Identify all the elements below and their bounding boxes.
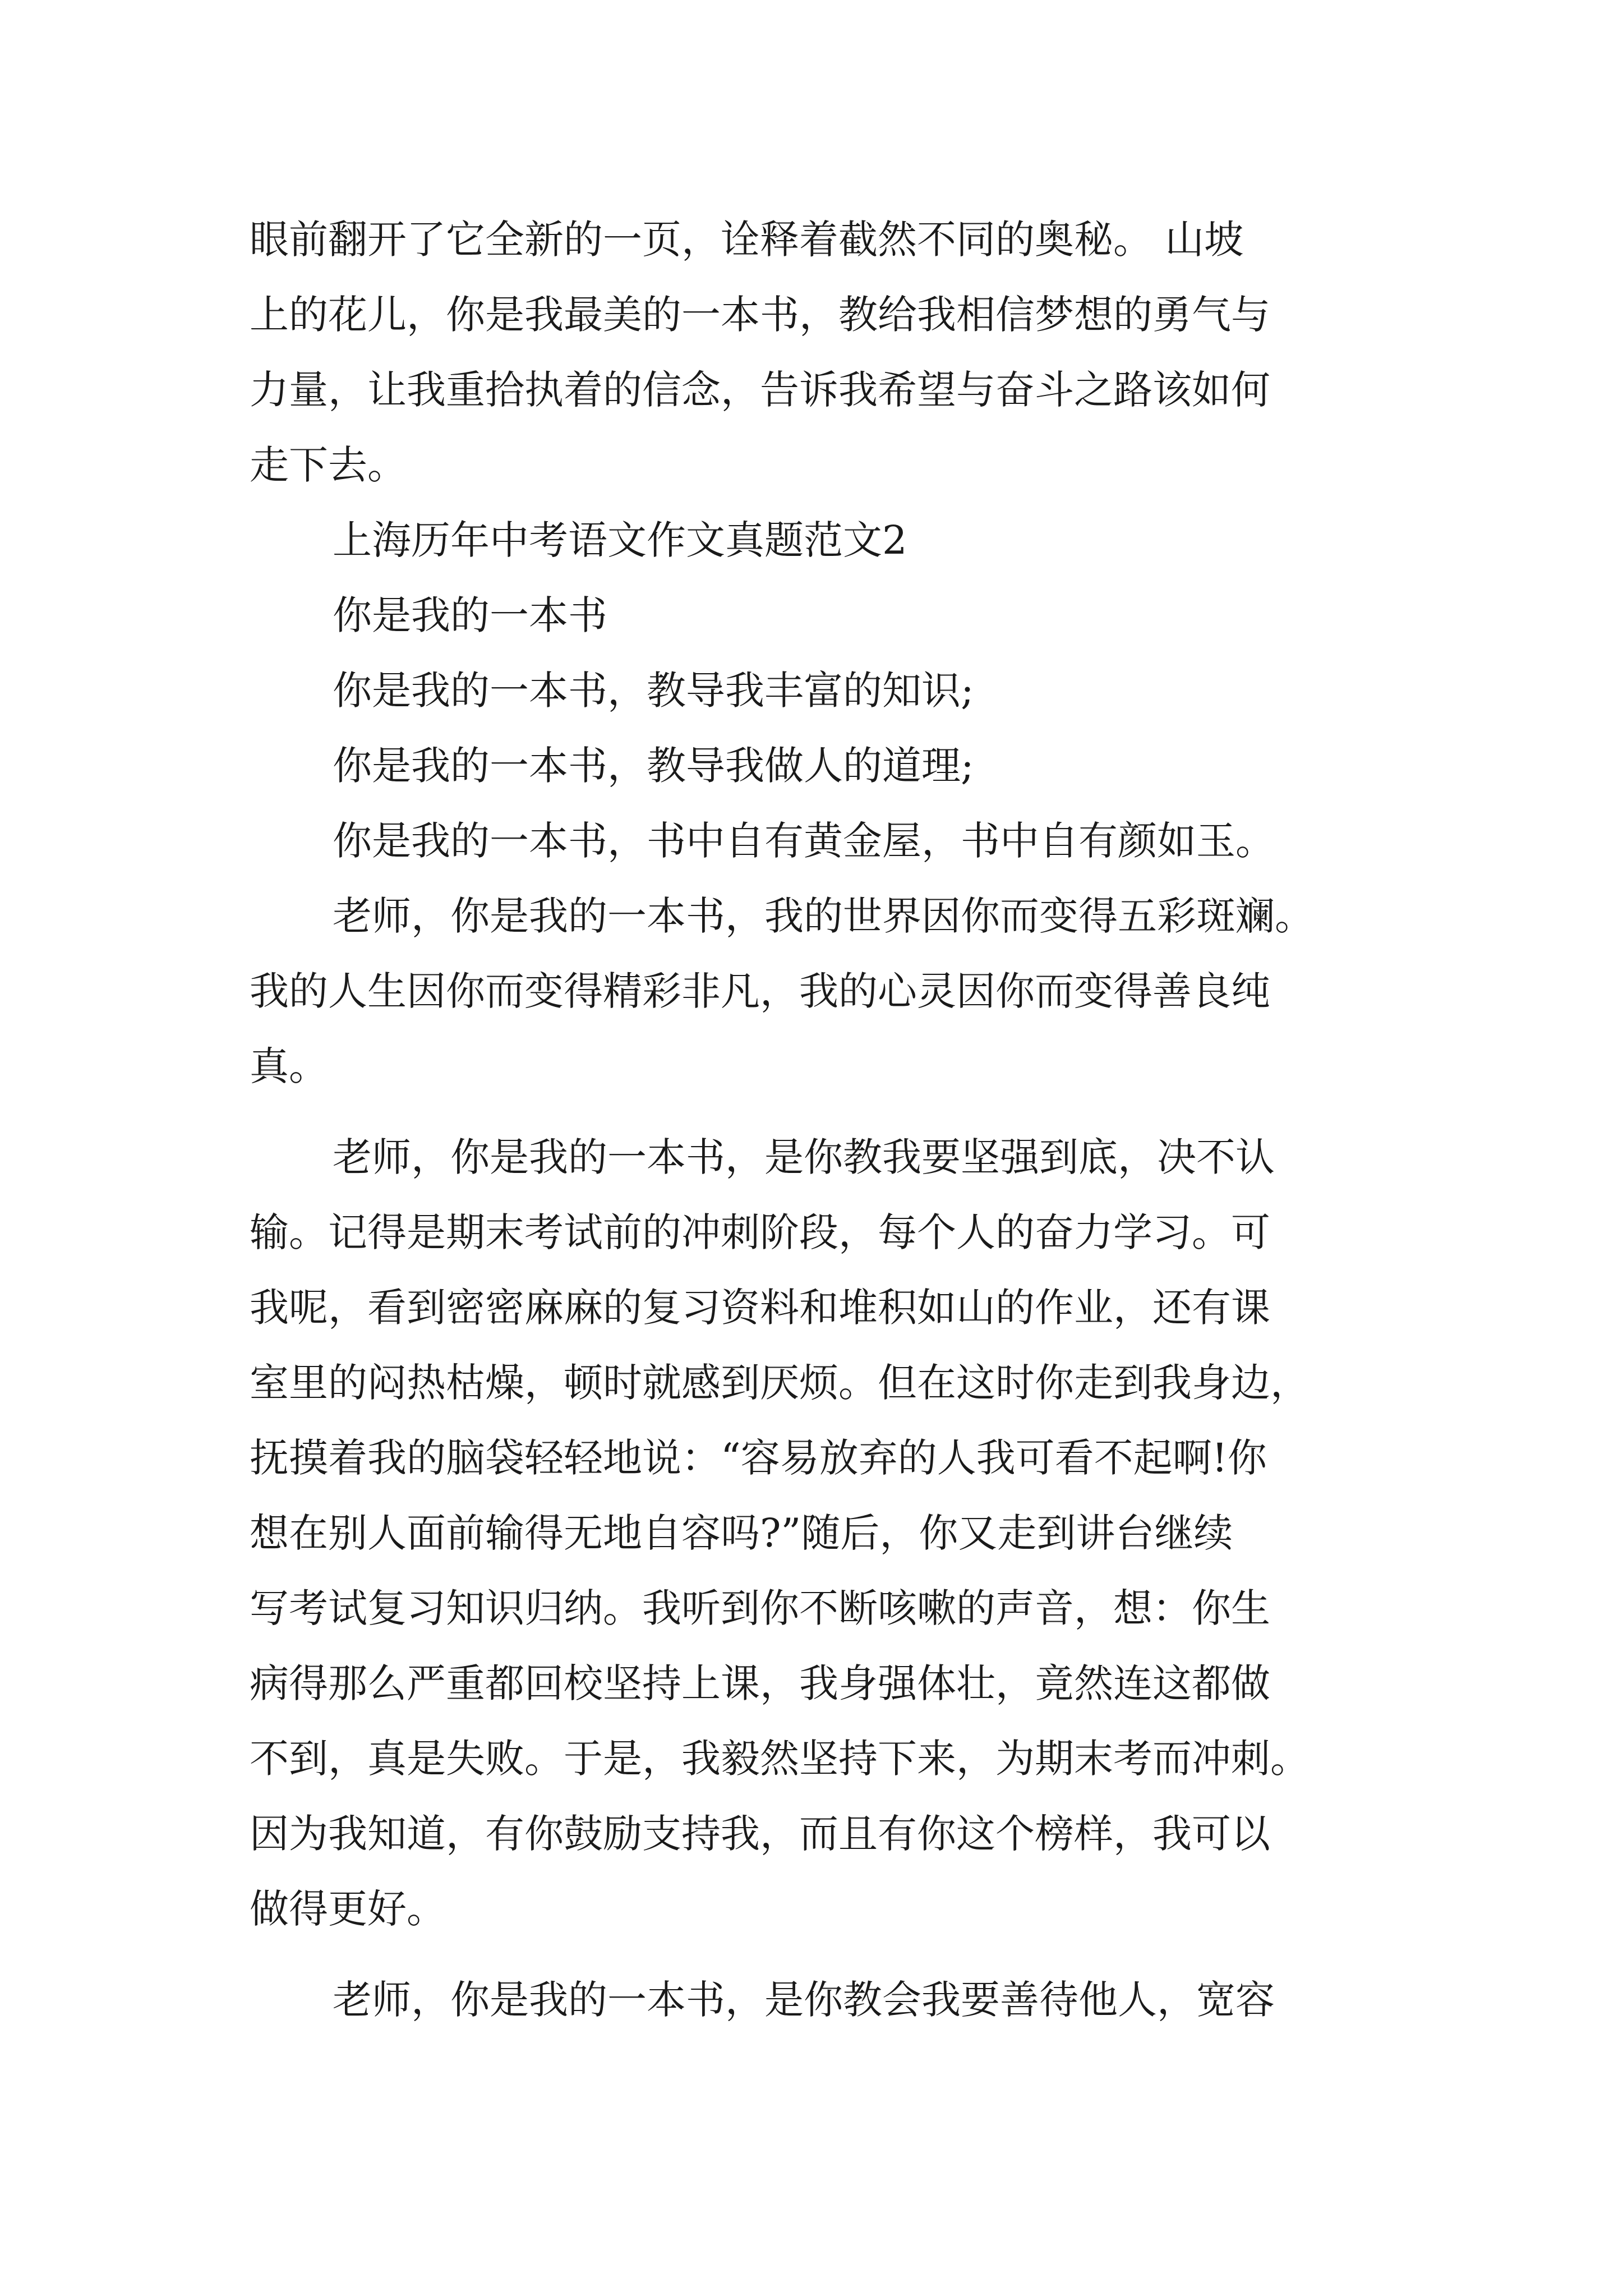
paragraph-gap [250, 1104, 1377, 1120]
paragraph-line: 老师，你是我的一本书，我的世界因你而变得五彩斑斓。 [333, 893, 1314, 939]
paragraph-line: 不到，真是失败。于是，我毅然坚持下来，为期末考而冲刺。 [250, 1736, 1310, 1782]
paragraph-line: 眼前翻开了它全新的一页，诠释着截然不同的奥秘。 山坡 [250, 217, 1244, 263]
paragraph-line: 上的花儿，你是我最美的一本书，教给我相信梦想的勇气与 [250, 292, 1270, 338]
paragraph-line: 病得那么严重都回校坚持上课，我身强体壮，竟然连这都做 [250, 1660, 1270, 1706]
paragraph-line: 因为我知道，有你鼓励支持我，而且有你这个榜样，我可以 [250, 1811, 1270, 1857]
paragraph-line: 我呢，看到密密麻麻的复习资料和堆积如山的作业，还有课 [250, 1285, 1270, 1331]
paragraph-line: 抚摸着我的脑袋轻轻地说：“容易放弃的人我可看不起啊!你 [250, 1435, 1267, 1481]
paragraph-line: 输。记得是期末考试前的冲刺阶段，每个人的奋力学习。可 [250, 1209, 1270, 1255]
essay-heading: 上海历年中考语文作文真题范文2 [333, 517, 907, 563]
paragraph-line: 写考试复习知识归纳。我听到你不断咳嗽的声音，想：你生 [250, 1585, 1270, 1631]
paragraph-line: 真。 [250, 1043, 328, 1089]
paragraph-line: 想在别人面前输得无地自容吗?”随后，你又走到讲台继续 [250, 1510, 1233, 1556]
paragraph-line: 你是我的一本书，书中自有黄金屋，书中自有颜如玉。 [333, 818, 1275, 864]
paragraph-line: 做得更好。 [250, 1886, 446, 1932]
paragraph-line: 你是我的一本书，教导我丰富的知识; [333, 668, 974, 714]
paragraph-line: 老师，你是我的一本书，是你教会我要善待他人，宽容 [333, 1977, 1275, 2023]
paragraph-line: 力量，让我重拾执着的信念，告诉我希望与奋斗之路该如何 [250, 367, 1270, 413]
paragraph-line: 我的人生因你而变得精彩非凡，我的心灵因你而变得善良纯 [250, 968, 1270, 1014]
paragraph-line: 你是我的一本书，教导我做人的道理; [333, 743, 974, 789]
essay-title: 你是我的一本书 [333, 592, 607, 638]
paragraph-gap [250, 1947, 1377, 1962]
paragraph-line: 走下去。 [250, 442, 407, 488]
document-body [250, 202, 1377, 2037]
paragraph-line: 室里的闷热枯燥，顿时就感到厌烦。但在这时你走到我身边， [250, 1360, 1310, 1406]
paragraph-line: 老师，你是我的一本书，是你教我要坚强到底，决不认 [333, 1134, 1275, 1180]
